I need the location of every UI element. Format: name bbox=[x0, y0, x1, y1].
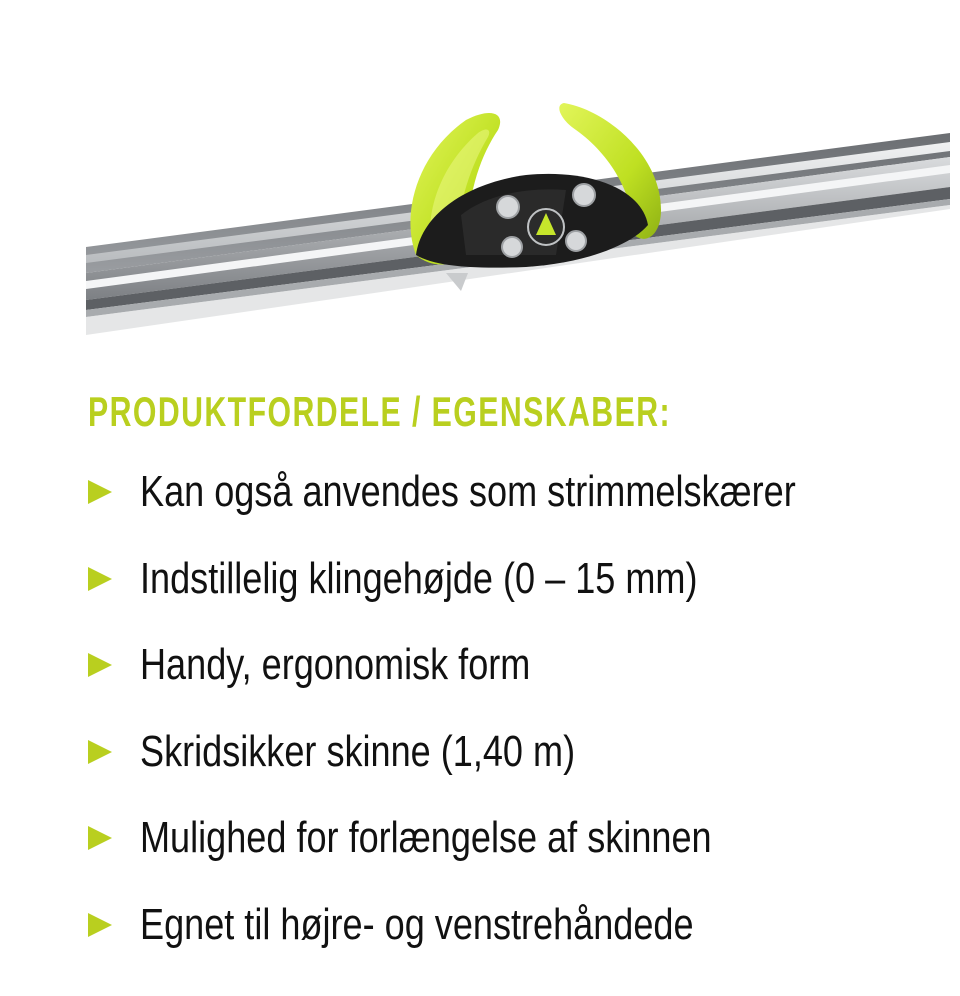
triangle-right-icon bbox=[88, 480, 112, 504]
list-item bbox=[88, 726, 940, 817]
list-item bbox=[88, 899, 940, 990]
feature-text: Skridsikker skinne (1,40 m) bbox=[140, 726, 576, 776]
list-item bbox=[88, 813, 940, 903]
feature-text: Indstillelig klingehøjde (0 – 15 mm) bbox=[140, 553, 698, 603]
triangle-right-icon bbox=[88, 740, 112, 764]
triangle-right-icon bbox=[88, 913, 112, 937]
list-item bbox=[88, 467, 940, 557]
feature-text: Handy, ergonomisk form bbox=[140, 640, 531, 689]
section-heading: PRODUKTFORDELE / EGENSKABER: bbox=[88, 388, 671, 435]
feature-text: Kan også anvendes som strimmelskærer bbox=[140, 467, 796, 516]
triangle-right-icon bbox=[88, 567, 112, 591]
rail-cutter-product-image bbox=[86, 95, 950, 345]
list-item bbox=[88, 640, 940, 730]
triangle-right-icon bbox=[88, 826, 112, 850]
feature-list bbox=[88, 467, 940, 989]
cutter-head bbox=[410, 103, 661, 291]
feature-text: Egnet til højre- og venstrehåndede bbox=[140, 899, 694, 949]
feature-text: Mulighed for forlængelse af skinnen bbox=[140, 813, 712, 862]
triangle-right-icon bbox=[88, 653, 112, 677]
list-item bbox=[88, 553, 940, 644]
